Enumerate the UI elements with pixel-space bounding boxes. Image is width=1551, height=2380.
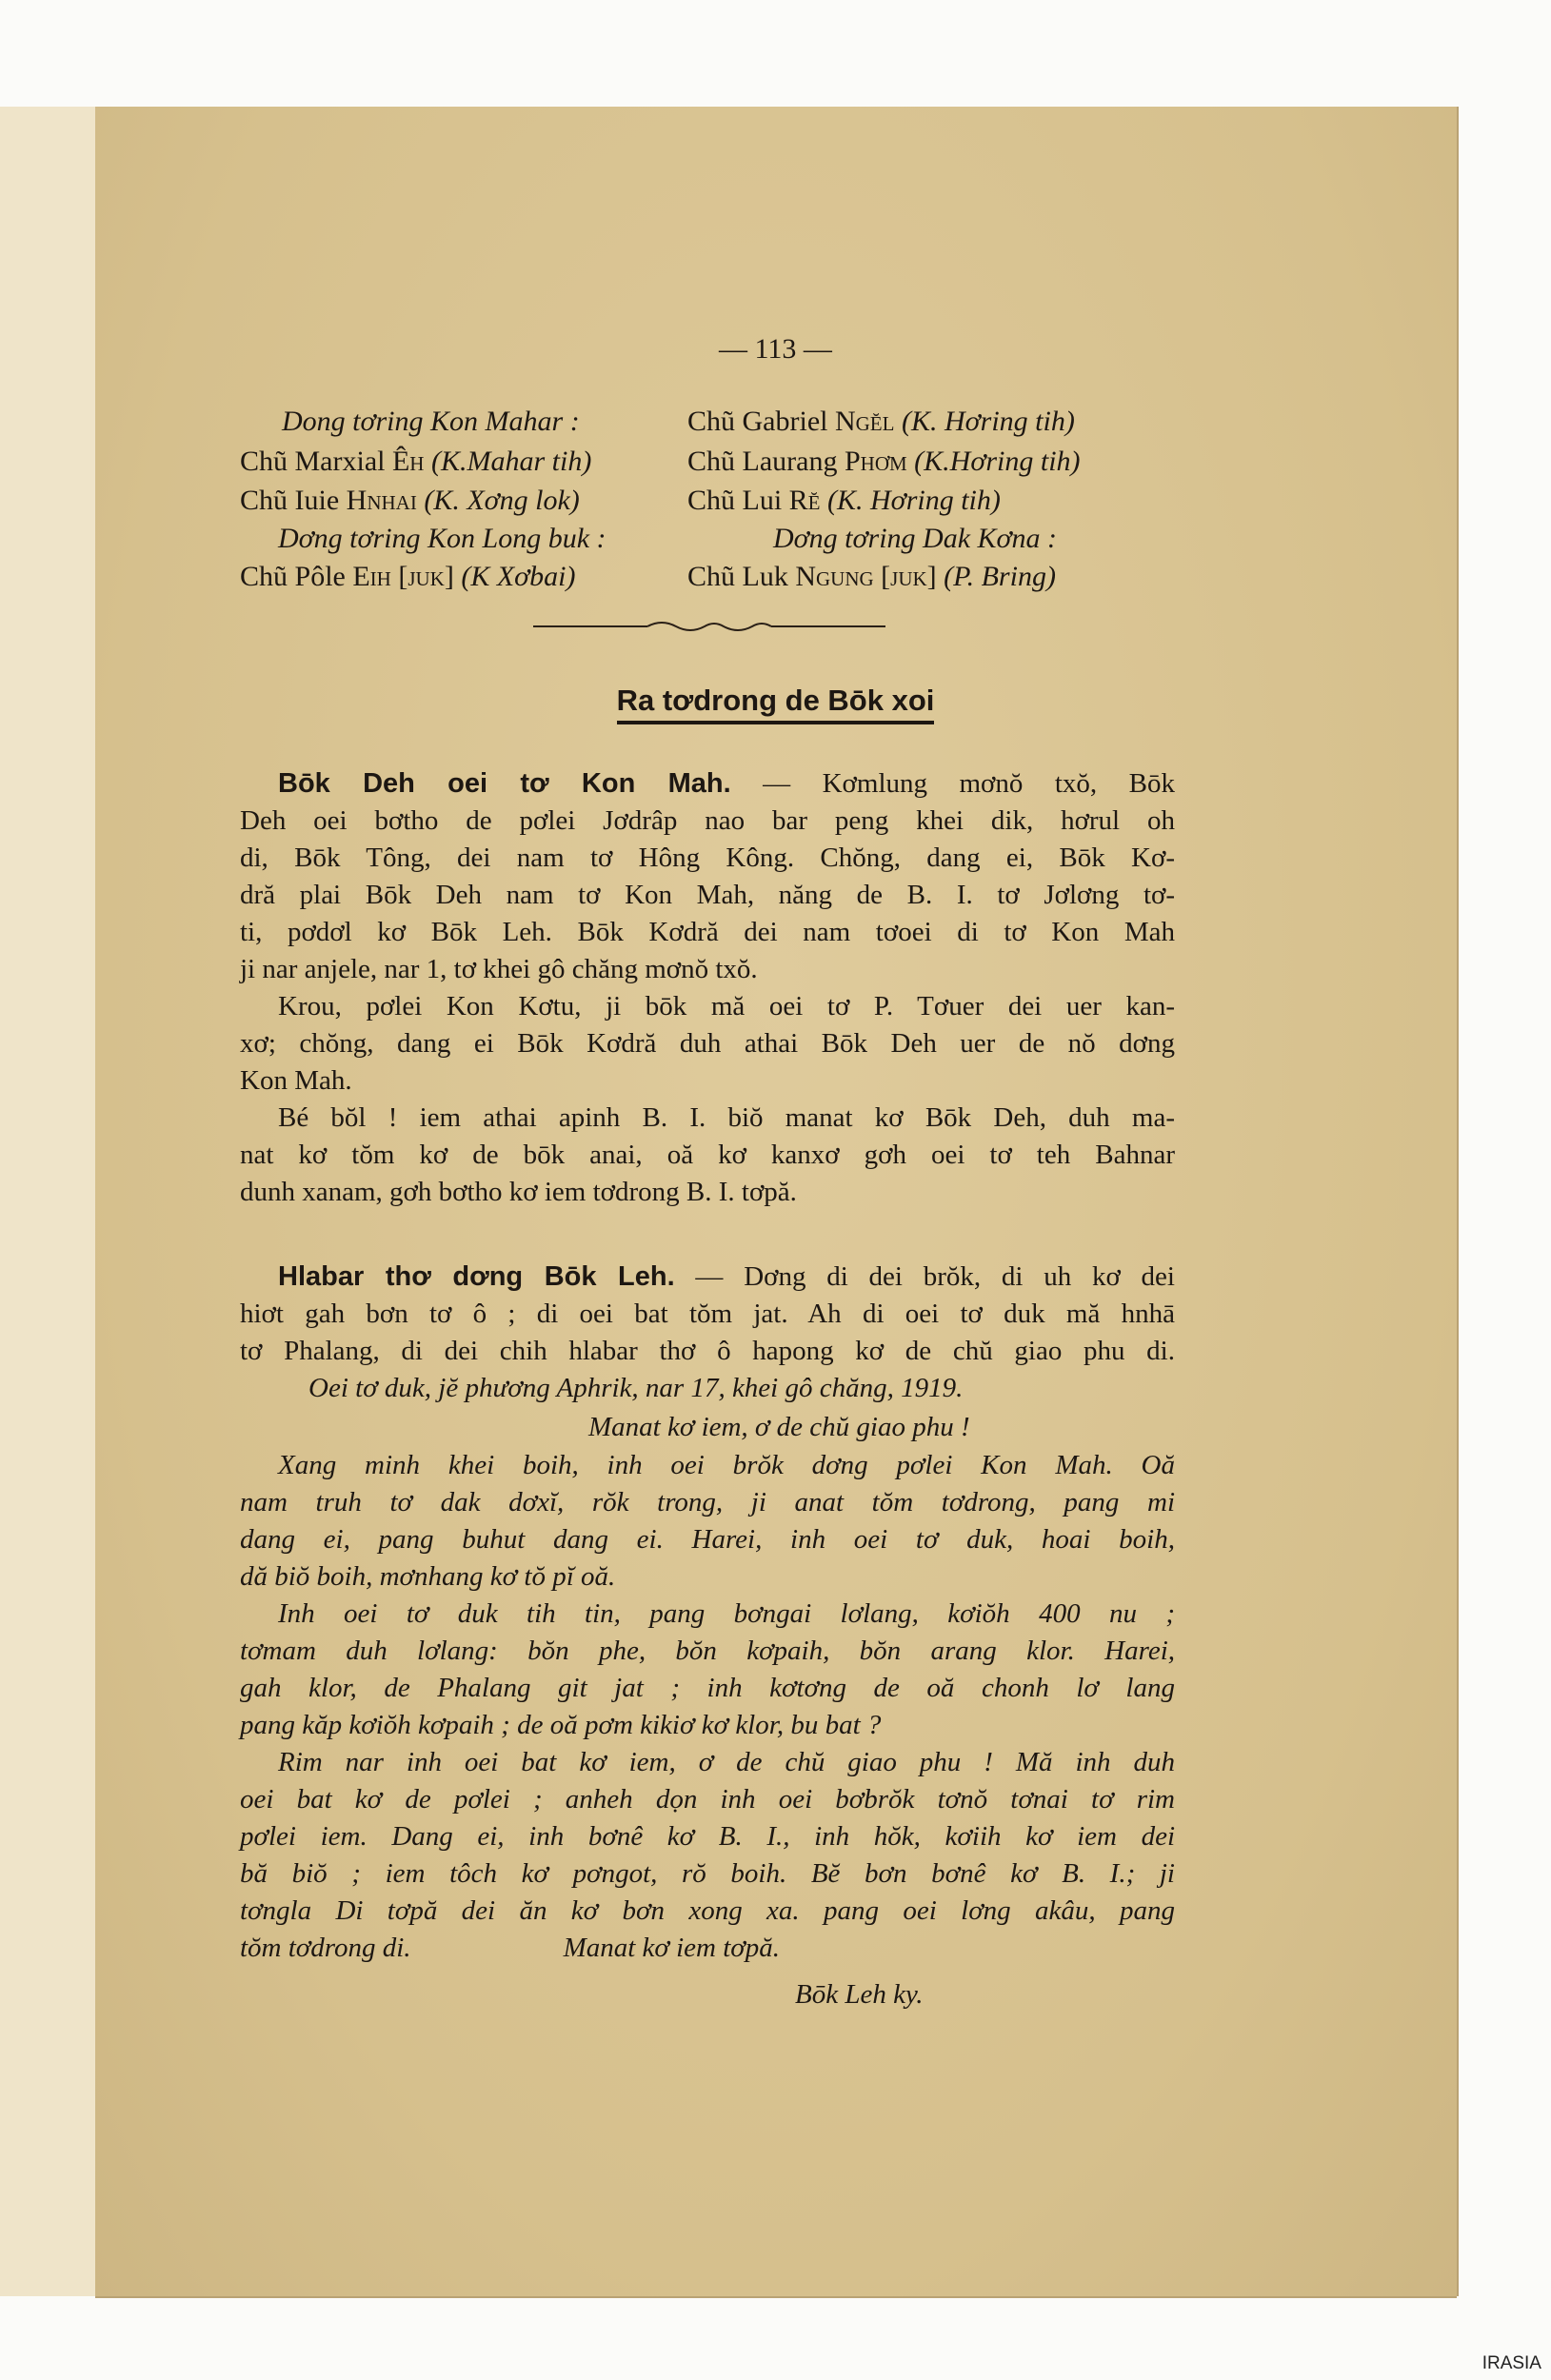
text-line: ji nar anjele, nar 1, tơ khei gô chăng mơnŏ txŏ.	[240, 954, 758, 984]
text-line: ti, pơdơl kơ Bōk Leh. Bōk Kơdră dei nam tơoei di tơ Kon Mah	[240, 917, 1175, 947]
section-title	[0, 684, 1551, 718]
surname: Êh	[391, 446, 425, 477]
text-line: Kon Mah.	[240, 1065, 352, 1096]
closing: Manat kơ iem tơpă.	[563, 1933, 781, 1963]
person-name: Chũ Iuie	[240, 485, 347, 516]
letter-line: tơmam duh lơlang: bŏn phe, bŏn kơpaih, bŏn arang klor. Harei,	[240, 1636, 1175, 1666]
text-line: Bé bŏl ! iem athai apinh B. I. biŏ manat kơ Bōk Deh, duh ma-	[278, 1102, 1175, 1133]
surname: Rĕ	[788, 485, 821, 516]
staff-entry	[240, 558, 576, 596]
village: (K. Hơring tih)	[820, 485, 1001, 516]
letter-line: tŏm tơdrong di. Manat kơ iem tơpă.	[240, 1933, 781, 1963]
page-number: — 113 —	[719, 333, 832, 365]
person-name: Chũ Marxial	[240, 446, 392, 477]
article-heading: Hlabar thơ dơng Bōk Leh.	[278, 1261, 675, 1292]
district-label: Dơng tơring Kon Long buk :	[278, 523, 606, 554]
text: — Kơmlung mơnŏ txŏ, Bōk	[730, 768, 1175, 799]
surname: Hnhai	[346, 485, 417, 516]
surname: Phơm	[844, 446, 907, 477]
staff-row	[240, 558, 1175, 596]
village: (K.Hơring tih)	[906, 446, 1081, 477]
letter-line: pơlei iem. Dang ei, inh bơnê kơ B. I., inh hŏk, kơiih kơ iem dei	[240, 1821, 1175, 1852]
letter-line: Inh oei tơ duk tih tin, pang bơngai lơlang, kơiŏh 400 nu ;	[278, 1598, 1175, 1629]
letter-line: pang kăp kơiŏh kơpaih ; de oă pơm kikiơ kơ klor, bu bat ?	[240, 1710, 882, 1740]
text-line: dunh xanam, gơh bơtho kơ iem tơdrong B. I. tơpă.	[240, 1177, 797, 1207]
letter-line: Rim nar inh oei bat kơ iem, ơ de chŭ giao phu ! Mă inh duh	[278, 1747, 1175, 1777]
surname: Eih [juk]	[352, 561, 454, 592]
person-name: Chũ Luk	[687, 561, 796, 592]
surname: Ngĕl	[834, 406, 895, 437]
facing-page-edge	[0, 107, 97, 2296]
article-heading-line	[240, 765, 1175, 803]
ornament-divider	[533, 617, 885, 636]
letter-line: Xang minh khei boih, inh oei brŏk dơng pơlei Kon Mah. Oă	[278, 1450, 1175, 1480]
article-heading-line	[240, 1259, 1175, 1296]
letter-line: dang ei, pang buhut dang ei. Harei, inh oei tơ duk, hoai boih,	[240, 1524, 1175, 1555]
letter-line: tơngla Di tơpă dei ăn kơ bơn xong xa. pang oei lơng akâu, pang	[240, 1895, 1175, 1926]
article-heading: Bōk Deh oei tơ Kon Mah.	[278, 768, 731, 799]
text-line: di, Bōk Tông, dei nam tơ Hông Kông. Chŏng, dang ei, Bōk Kơ-	[240, 843, 1175, 873]
staff-row	[240, 520, 1175, 558]
letter-line: oei bat kơ de pơlei ; anheh dọn inh oei bơbrŏk tơnŏ tơnai tơ rim	[240, 1784, 1175, 1815]
text-line: dră plai Bōk Deh nam tơ Kon Mah, năng de B. I. tơ Jơlơng tơ-	[240, 880, 1175, 910]
text-line: Krou, pơlei Kon Kơtu, ji bōk mă oei tơ P. Tơuer dei uer kan-	[278, 991, 1175, 1021]
letter-line: gah klor, de Phalang git jat ; inh kơtơng de oă chonh lơ lang	[240, 1673, 1175, 1703]
staff-row	[240, 403, 1175, 441]
staff-entry	[240, 482, 580, 520]
letter-line: nam truh tơ dak dơxĭ, rŏk trong, ji anat tŏm tơdrong, pang mi	[240, 1487, 1175, 1517]
staff-entry	[240, 443, 591, 481]
staff-entry	[278, 520, 606, 558]
staff-entry	[687, 558, 1056, 596]
person-name: Chũ Lui	[687, 485, 789, 516]
district-label: Dong tơring Kon Mahar :	[282, 406, 580, 437]
text-line: xơ; chŏng, dang ei Bōk Kơdră duh athai Bōk Deh uer de nŏ dơng	[240, 1028, 1175, 1059]
person-name: Chũ Pôle	[240, 561, 353, 592]
text-line: hiơt gah bơn tơ ô ; di oei bat tŏm jat. Ah di oei tơ duk mă hnhā	[240, 1299, 1175, 1329]
surname: Ngung [juk]	[795, 561, 937, 592]
person-name: Chũ Laurang	[687, 446, 845, 477]
article-hlabar-tho	[240, 1259, 1175, 2013]
signature: Bōk Leh ky.	[795, 1979, 924, 2010]
staff-entry	[773, 520, 1057, 558]
text: — Dơng di dei brŏk, di uh kơ dei	[674, 1261, 1175, 1292]
staff-entry	[687, 403, 1075, 441]
section-title-text: Ra tơdrong de Bōk xoi	[617, 684, 935, 724]
article-bok-deh	[240, 765, 1175, 1211]
watermark: IRASIA	[1481, 2353, 1541, 2373]
village: (K. Hơring tih)	[894, 406, 1075, 437]
text-line: tơ Phalang, di dei chih hlabar thơ ô hapong kơ de chŭ giao phu di.	[240, 1336, 1175, 1366]
staff-entry	[282, 403, 580, 441]
staff-entry	[687, 443, 1081, 481]
text-line: Deh oei bơtho de pơlei Jơdrâp nao bar peng khei dik, hơrul oh	[240, 805, 1175, 836]
staff-entry	[687, 482, 1001, 520]
village: (K.Mahar tih)	[424, 446, 592, 477]
staff-row	[240, 482, 1175, 520]
salutation: Manat kơ iem, ơ de chŭ giao phu !	[588, 1412, 970, 1442]
staff-row	[240, 443, 1175, 481]
village: (K Xơbai)	[453, 561, 576, 592]
village: (K. Xơng lok)	[416, 485, 580, 516]
letter-line: bă biŏ ; iem tôch kơ pơngot, rŏ boih. Bĕ bơn bơnê kơ B. I.; ji	[240, 1858, 1175, 1889]
village: (P. Bring)	[936, 561, 1056, 592]
letter-line: dă biŏ boih, mơnhang kơ tŏ pĭ oă.	[240, 1561, 616, 1592]
person-name: Chũ Gabriel	[687, 406, 835, 437]
text-line: nat kơ tŏm kơ de bōk anai, oă kơ kanxơ gơh oei tơ teh Bahnar	[240, 1140, 1175, 1170]
district-label: Dơng tơring Dak Kơna :	[773, 523, 1058, 554]
dateline: Oei tơ duk, jĕ phương Aphrik, nar 17, khei gô chăng, 1919.	[308, 1373, 964, 1403]
